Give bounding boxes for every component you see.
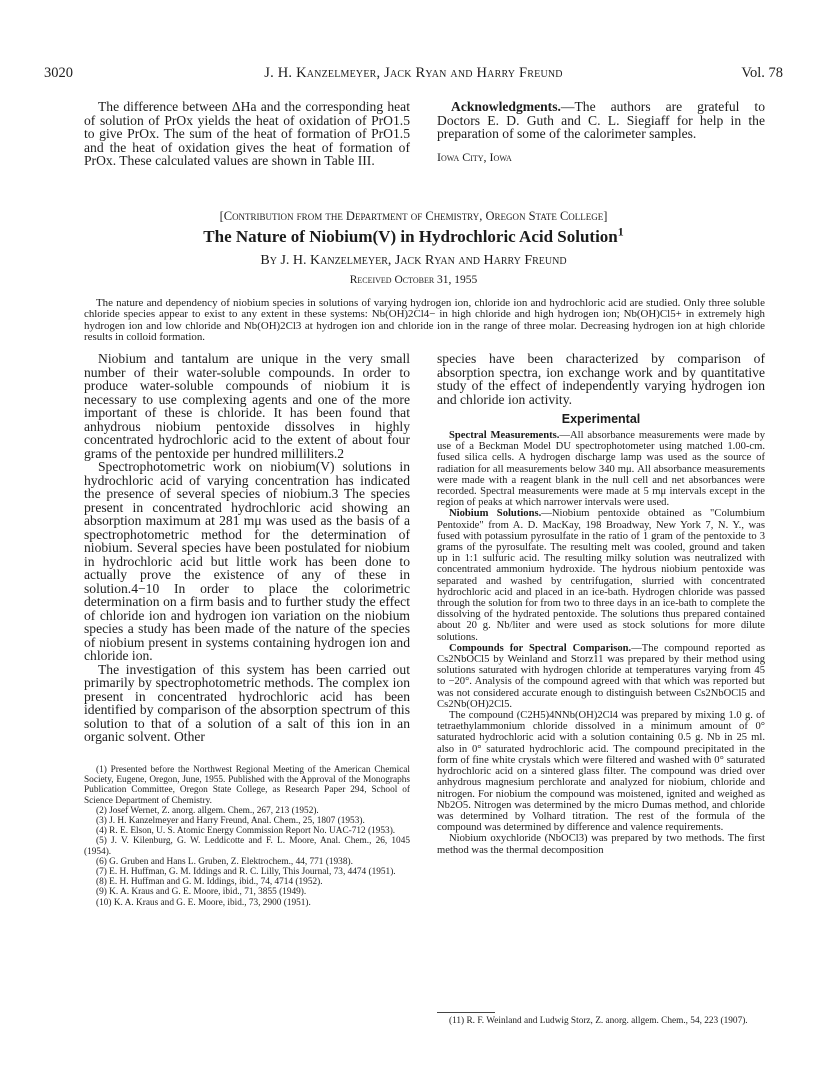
experimental-body — [437, 430, 765, 856]
experimental-heading: Experimental — [561, 412, 641, 426]
prev-article-left — [84, 100, 410, 168]
footnote-3: (3) J. H. Kanzelmeyer and Harry Freund, Anal. Chem., 25, 1807 (1953). — [96, 816, 365, 827]
footnotes-right — [437, 1016, 765, 1026]
contribution-line: [Contribution from the Department of Chemistry, Oregon State College] — [219, 209, 608, 223]
footnote-4: (4) R. E. Elson, U. S. Atomic Energy Commission Report No. UAC-712 (1953). — [96, 826, 396, 837]
abstract-text: The nature and dependency of niobium species in solutions of varying hydrogen ion, chloride ion and hydrochloric acid are studied. Only three soluble chloride species appear to exist to any extent in these systems: Nb(OH)2Cl4− in high chloride and high hydrogen ion; Nb(OH)Cl5+ in extremely high hydrogen ion and low chloride and Nb(OH)2Cl3 at hydrogen ion and chloride ion in the range of three molar. Decreasing hydrogen ion at high chloride results in colloid formation. — [84, 297, 765, 344]
right-intro-paragraph: species have been characterized by comparison of absorption spectra, ion exchange work and by quantitative study of the effect of independently varying hydrogen ion and chloride ion activity. — [437, 351, 765, 407]
footnote-1: (1) Presented before the Northwest Regional Meeting of the American Chemical Society, Eugene, Oregon, June, 1955. Published with the Approval of the Monographs Publication Committee, Oregon State College, as Research Paper 294, School of Science Department of Chemistry. — [84, 765, 410, 806]
intro-paragraph-1: Niobium and tantalum are unique in the very small number of their water-soluble compounds. In order to produce water-soluble compounds of niobium it is necessary to use complexing agents and one of the more important of these is chloride. It has been found that anhydrous niobium pentoxide dissolves in highly concentrated hydrochloric acid to the extent of about four grams of the pentoxide per hundred milliliters.2 — [84, 351, 410, 461]
footnote-2: (2) Josef Wernet, Z. anorg. allgem. Chem., 267, 213 (1952). — [96, 805, 319, 816]
abstract — [84, 298, 765, 344]
ack-heading: Acknowledgments. — [451, 99, 561, 114]
article-title — [0, 224, 827, 247]
article-title-text: The Nature of Niobium(V) in Hydrochloric Acid Solution — [203, 227, 618, 246]
title-footnote-ref: 1 — [617, 224, 624, 239]
received-line: Received October 31, 1955 — [349, 274, 478, 286]
niobium-solutions-heading: Niobium Solutions. — [449, 508, 542, 520]
compounds-text: —The compound reported as Cs2NbOCl5 by Weinland and Storz11 was prepared by their method using solutions saturated with hydrogen chloride at temperatures varying from 45 to −20°. Analysis of the compound agreed with that which was reported but was not considered accurate enough to distinguish between Cs2NbOCl5 and Cs2Nb(OH)2Cl5. — [437, 642, 765, 710]
footnote-rule — [437, 1012, 495, 1013]
spectral-heading: Spectral Measurements. — [449, 430, 560, 441]
ack-text: —The authors are grateful to Doctors E. D. Guth and C. L. Siegiaff for help in the preparation of some of the calorimeter samples. — [437, 99, 765, 141]
acknowledgments — [437, 100, 765, 164]
footnotes-left — [84, 765, 410, 908]
page-number: 3020 — [44, 65, 73, 81]
footnote-11: (11) R. F. Weinland and Ludwig Storz, Z. anorg. allgem. Chem., 54, 223 (1907). — [449, 1016, 748, 1026]
byline: By J. H. Kanzelmeyer, Jack Ryan and Harry Freund — [260, 253, 567, 268]
footnote-10: (10) K. A. Kraus and G. E. Moore, ibid., 73, 2900 (1951). — [96, 897, 311, 908]
intro-paragraph-2: Spectrophotometric work on niobium(V) solutions in hydrochloric acid of varying concentration has indicated the presence of several species of niobium.3 The species present in concentrated hydrochloric acid showing an absorption maximum at 281 mμ was used as the basis of a spectrophotometric method for the determination of niobium. Several species have been postulated for niobium in hydrochloric acid but little work has been done to actually prove the existence of any of these in solution.4−10 In order to place the colorimetric determination on a firm basis and to further study the effect of chloride ion and hydrogen ion variation on the niobium species a study has been made of the nature of the species of niobium present in systems containing hydrogen ion and chloride ion. — [84, 459, 410, 663]
spectral-text: —All absorbance measurements were made by use of a Beckman Model DU spectrophotometer using matched 1.00-cm. fused silica cells. A hydrogen discharge lamp was used as the source of radiation for all measurements below 340 mμ. All absorbance measurements were made with a reagent blank in the null cell and net absorbances were recorded. Spectral measurements were made at 5 mμ intervals except in the region of peaks at which narrower intervals were used. — [437, 430, 765, 509]
location-line: Iowa City, Iowa — [437, 149, 512, 164]
footnote-6: (6) G. Gruben and Hans L. Gruben, Z. Elektrochem., 44, 771 (1938). — [96, 856, 353, 867]
footnote-5: (5) J. V. Kilenburg, G. W. Leddicotte and F. L. Moore, Anal. Chem., 26, 1045 (1954). — [84, 836, 410, 857]
right-column-body — [437, 352, 765, 856]
footnote-8: (8) E. H. Huffman and G. M. Iddings, ibid., 74, 4714 (1952). — [96, 877, 323, 888]
intro-paragraph-3: The investigation of this system has been carried out primarily by spectrophotometric methods. The complex ion present in concentrated hydrochloric acid has been identified by comparison of the absorption spectrum of this solution to that of a solution of a salt of this ion in an organic solvent. Other — [84, 661, 410, 744]
niobium-solutions-text: —Niobium pentoxide obtained as "Columbium Pentoxide" from A. D. MacKay, 198 Broadway, New York 7, N. Y., was fused with potassium pyrosulfate in the ratio of 1 gram of the pentoxide to 3 grams of the pyrosulfate. The resulting melt was cooled, ground and taken up in 1:1 sulfuric acid. The resulting milky solution was neutralized with concentrated ammonium hydroxide. The hydrous niobium pentoxide was separated and washed by centrifugation, slurried with concentrated hydrochloric acid and placed in an ice-bath. Hydrogen chloride was passed through the solution for from two to three days in an ice-bath to complete the dissolving of the hydrated pentoxide. The solutions thus prepared contained about 20 g. Nb/liter and were used as stock solutions for more dilute solutions. — [437, 508, 765, 643]
compounds-heading: Compounds for Spectral Comparison. — [449, 642, 632, 654]
left-column-body — [84, 352, 410, 744]
footnote-9: (9) K. A. Kraus and G. E. Moore, ibid., 71, 3855 (1949). — [96, 887, 307, 898]
oxychloride-paragraph: Niobium oxychloride (NbOCl3) was prepared by two methods. The first method was the thermal decomposition — [437, 833, 765, 856]
footnote-7: (7) E. H. Huffman, G. M. Iddings and R. C. Lilly, This Journal, 73, 4474 (1951). — [96, 867, 396, 878]
prev-article-paragraph: The difference between ΔHa and the corresponding heat of solution of PrOx yields the heat of oxidation of PrO1.5 to give PrOx. The sum of the heat of formation of PrO1.5 and the heat of oxidation gives the heat of formation of PrOx. These calculated values are shown in Table III. — [84, 99, 410, 168]
volume-label: Vol. 78 — [741, 65, 783, 81]
compound-paragraph-2: The compound (C2H5)4NNb(OH)2Cl4 was prepared by mixing 1.0 g. of tetraethylammonium chloride dissolved in a minimum amount of 0° saturated hydrochloric acid with a solution containing 0.5 g. Nb in 25 ml. also in 0° saturated hydrochloric acid. The compound precipitated in the form of fine white crystals which were filtered and washed with 0° saturated hydrochloric acid on a sintered glass filter. The compound was dried over anhydrous magnesium perchlorate and analyzed for niobium, chloride and nitrogen. For niobium the compound was moistened, ignited and weighed as Nb2O5. Nitrogen was determined by the micro Dumas method, and chloride was determined by Volhard titration. The rest of the formula of the compound was determined by difference and valence requirements. — [437, 710, 765, 834]
right-intro — [437, 352, 765, 406]
running-title: J. H. Kanzelmeyer, Jack Ryan and Harry Freund — [264, 65, 563, 81]
